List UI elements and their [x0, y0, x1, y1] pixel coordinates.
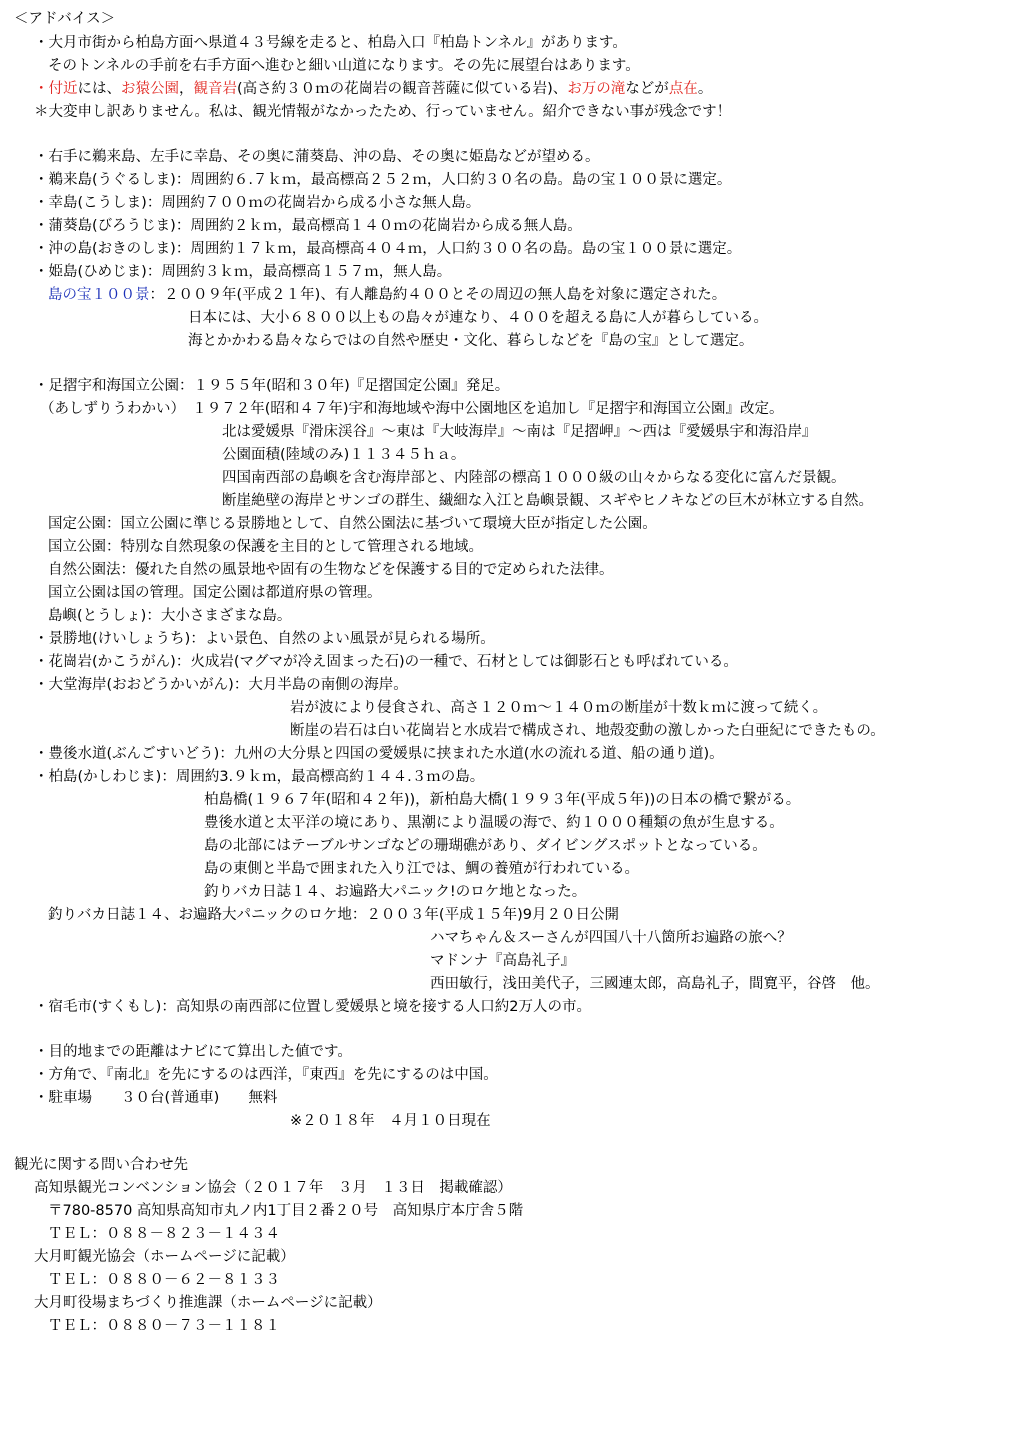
- text-line: [14, 8, 115, 30]
- text-line: [34, 261, 451, 283]
- text-line: [34, 1041, 352, 1063]
- text-segment: 高知県観光コンベンション協会（２０１７年 ３月 １３日 掲載確認）: [34, 1180, 512, 1196]
- text-line: [204, 858, 639, 880]
- text-line: [34, 1177, 512, 1199]
- text-segment: には、: [77, 81, 121, 97]
- highlight-text: 島の宝１００景: [48, 287, 150, 303]
- text-segment: 島の北部にはテーブルサンゴなどの珊瑚礁があり、ダイビングスポットとなっている。: [204, 838, 767, 854]
- text-segment: ・花崗岩(かこうがん)：火成岩(マグマが冷え固まった石)の一種で、石材としては御影石とも呼ばれている。: [34, 654, 738, 670]
- text-segment: 。: [697, 81, 713, 97]
- text-line: [34, 192, 480, 214]
- text-segment: 岩が波により侵食され、高さ１２０ｍ～１４０ｍの断崖が十数ｋｍに渡って続く。: [290, 700, 828, 716]
- text-segment: ・沖の島(おきのしま)：周囲約１７ｋｍ，最高標高４０４ｍ，人口約３００名の島。島の宝１００景に選定。: [34, 241, 742, 257]
- text-segment: 国定公園：国立公園に準じる景勝地として、自然公園法に基づいて環境大臣が指定した公園。: [48, 516, 657, 532]
- text-segment: ：２００９年(平成２１年)、有人離島約４００とその周辺の無人島を対象に選定された。: [149, 287, 727, 303]
- text-segment: ・駐車場 ３０台(普通車) 無料: [34, 1090, 278, 1106]
- text-line: [34, 32, 627, 54]
- text-line: [204, 789, 800, 811]
- text-line: [34, 101, 731, 123]
- text-segment: 豊後水道と太平洋の境にあり、黒潮により温暖の海で、約１０００種類の魚が生息する。: [204, 815, 784, 831]
- text-line: [204, 881, 586, 903]
- text-line: [430, 973, 880, 995]
- text-segment: 国立公園：特別な自然現象の保護を主目的として管理される地域。: [48, 539, 483, 555]
- text-line: [222, 421, 817, 443]
- text-line: [34, 375, 509, 397]
- text-line: [48, 1315, 280, 1337]
- text-segment: 日本には、大小６８００以上もの島々が連なり、４００を超える島に人が暮らしている。: [188, 310, 768, 326]
- text-line: [48, 1223, 280, 1245]
- text-line: [290, 1110, 491, 1132]
- text-line: [34, 238, 741, 260]
- text-segment: ハマちゃん＆スーさんが四国八十八箇所お遍路の旅へ？: [430, 930, 792, 946]
- text-segment: 国立公園は国の管理。国定公園は都道府県の管理。: [48, 585, 382, 601]
- text-segment: そのトンネルの手前を右手方面へ進むと細い山道になります。その先に展望台はあります。: [48, 58, 640, 74]
- text-segment: ・目的地までの距離はナビにて算出した値です。: [34, 1044, 352, 1060]
- text-segment: ・足摺宇和海国立公園：１９５５年(昭和３０年)『足摺国定公園』発足。: [34, 378, 510, 394]
- text-segment: ・宿毛市(すくもし)：高知県の南西部に位置し愛媛県と境を接する人口約2万人の市。: [34, 999, 592, 1015]
- text-segment: 釣りバカ日誌１４、お遍路大パニック!のロケ地となった。: [204, 884, 587, 900]
- text-line: [48, 513, 657, 535]
- text-line: [34, 1292, 382, 1314]
- text-segment: ・大月市街から柏島方面へ県道４３号線を走ると、柏島入口『柏島トンネル』があります。: [34, 35, 627, 51]
- text-segment: ＊大変申し訳ありません。私は、観光情報がなかったため、行っていません。紹介できない事が残念です！: [34, 104, 732, 120]
- text-line: [204, 835, 767, 857]
- text-line: [188, 330, 753, 352]
- text-line: [34, 1064, 498, 1086]
- text-segment: 四国南西部の島嶼を含む海岸部と、内陸部の標高１０００級の山々からなる変化に富んだ景観。: [222, 470, 846, 486]
- text-line: [34, 743, 724, 765]
- text-segment: 柏島橋(１９６７年(昭和４２年))，新柏島大橋(１９９３年(平成５年))の日本の橋で繋がる。: [204, 792, 801, 808]
- text-line: [34, 996, 591, 1018]
- text-line: [34, 1246, 295, 1268]
- text-line: [48, 1269, 280, 1291]
- text-segment: ・豊後水道(ぶんごすいどう)：九州の大分県と四国の愛媛県に挟まれた水道(水の流れる道、船の通り道)。: [34, 746, 724, 762]
- text-line: [48, 536, 483, 558]
- text-line: [48, 582, 382, 604]
- text-line: [188, 307, 768, 329]
- text-line: [48, 284, 726, 306]
- text-line: [48, 559, 614, 581]
- text-line: [430, 927, 792, 949]
- highlight-text: お猿公園: [121, 81, 179, 97]
- text-line: [48, 1200, 523, 1222]
- text-segment: マドンナ『高島礼子』: [430, 953, 575, 969]
- highlight-text: お万の滝: [567, 81, 626, 97]
- text-line: [34, 1087, 277, 1109]
- text-line: [222, 490, 873, 512]
- text-segment: 島の東側と半島で囲まれた入り江では、鯛の養殖が行われている。: [204, 861, 639, 877]
- text-line: [34, 674, 408, 696]
- text-line: [204, 812, 784, 834]
- text-segment: ・大堂海岸(おおどうかいがん)：大月半島の南側の海岸。: [34, 677, 408, 693]
- text-segment: 公園面積(陸域のみ)１１３４５ｈａ。: [222, 447, 466, 463]
- text-segment: ＴＥＬ：０８８－８２３－１４３４: [48, 1226, 280, 1242]
- text-line: [34, 169, 731, 191]
- text-segment: 北は愛媛県『滑床渓谷』～東は『大岐海岸』～南は『足摺岬』～西は『愛媛県宇和海沿岸』: [222, 424, 817, 440]
- text-segment: 大月町役場まちづくり推進課（ホームページに記載）: [34, 1295, 382, 1311]
- text-segment: 釣りバカ日誌１４、お遍路大パニックのロケ地：２００３年(平成１５年)9月２０日公開: [48, 907, 619, 923]
- highlight-text: 点在: [668, 81, 698, 97]
- text-line: [430, 950, 575, 972]
- text-segment: などが: [625, 81, 669, 97]
- text-segment: 海とかかわる島々ならではの自然や歴史・文化、暮らしなどを『島の宝』として選定。: [188, 333, 754, 349]
- text-line: [40, 398, 784, 420]
- text-line: [222, 467, 846, 489]
- highlight-text: 観音岩: [193, 81, 237, 97]
- text-segment: ＜アドバイス＞: [14, 11, 116, 27]
- text-segment: 断崖の岩石は白い花崗岩と水成岩で構成され、地殻変動の激しかった白亜紀にできたもの。: [290, 723, 885, 739]
- text-segment: ※２０１８年 ４月１０日現在: [290, 1113, 491, 1129]
- text-segment: 島嶼(とうしょ)：大小さまざまな島。: [48, 608, 292, 624]
- text-segment: ＴＥＬ：０８８０－７３－１１８１: [48, 1318, 280, 1334]
- text-line: [34, 146, 600, 168]
- text-segment: ・柏島(かしわじま)：周囲約3.９ｋｍ，最高標高約１４４.３ｍの島。: [34, 769, 485, 785]
- text-segment: (高さ約３０ｍの花崗岩の観音菩薩に似ている岩)、: [237, 81, 568, 97]
- text-segment: ・景勝地(けいしょうち)：よい景色、自然のよい風景が見られる場所。: [34, 631, 495, 647]
- text-segment: ・右手に鵜来島、左手に幸島、その奥に蒲葵島、沖の島、その奥に姫島などが望める。: [34, 149, 600, 165]
- text-segment: ・蒲葵島(びろうじま)：周囲約２ｋｍ，最高標高１４０ｍの花崗岩から成る無人島。: [34, 218, 582, 234]
- text-line: [48, 904, 619, 926]
- text-segment: 自然公園法：優れた自然の風景地や固有の生物などを保護する目的で定められた法律。: [48, 562, 614, 578]
- text-line: [48, 605, 291, 627]
- text-line: [34, 651, 738, 673]
- text-line: [34, 78, 712, 100]
- text-line: [290, 720, 885, 742]
- text-line: [14, 1154, 188, 1176]
- highlight-text: ・付近: [34, 81, 78, 97]
- text-segment: 観光に関する問い合わせ先: [14, 1157, 188, 1173]
- text-line: [34, 628, 495, 650]
- text-segment: ＴＥＬ：０８８０－６２－８１３３: [48, 1272, 280, 1288]
- text-line: [290, 697, 827, 719]
- text-segment: ・鵜来島(うぐるしま)：周囲約６.７ｋｍ，最高標高２５２ｍ，人口約３０名の島。島の宝１００景に選定。: [34, 172, 732, 188]
- text-segment: 西田敏行，浅田美代子，三國連太郎，高島礼子，間寛平，谷啓 他。: [430, 976, 880, 992]
- text-segment: ・方角で、『南北』を先にするのは西洋，『東西』を先にするのは中国。: [34, 1067, 498, 1083]
- text-segment: 〒780-8570 高知県高知市丸ノ内1丁目２番２０号 高知県庁本庁舎５階: [48, 1203, 524, 1219]
- text-segment: ，: [179, 81, 194, 97]
- text-line: [222, 444, 465, 466]
- text-segment: ・幸島(こうしま)：周囲約７００ｍの花崗岩から成る小さな無人島。: [34, 195, 481, 211]
- text-line: [34, 766, 484, 788]
- text-line: [34, 215, 582, 237]
- text-segment: 大月町観光協会（ホームページに記載）: [34, 1249, 295, 1265]
- text-segment: ・姫島(ひめじま)：周囲約３ｋｍ，最高標高１５７ｍ，無人島。: [34, 264, 452, 280]
- text-segment: 断崖絶壁の海岸とサンゴの群生、繊細な入江と島嶼景観、スギやヒノキなどの巨木が林立する自然。: [222, 493, 874, 509]
- text-line: [48, 55, 640, 77]
- text-segment: （あしずりうわかい） １９７２年(昭和４７年)宇和海地域や海中公園地区を追加し『足摺宇和海国立公園』改定。: [40, 401, 784, 417]
